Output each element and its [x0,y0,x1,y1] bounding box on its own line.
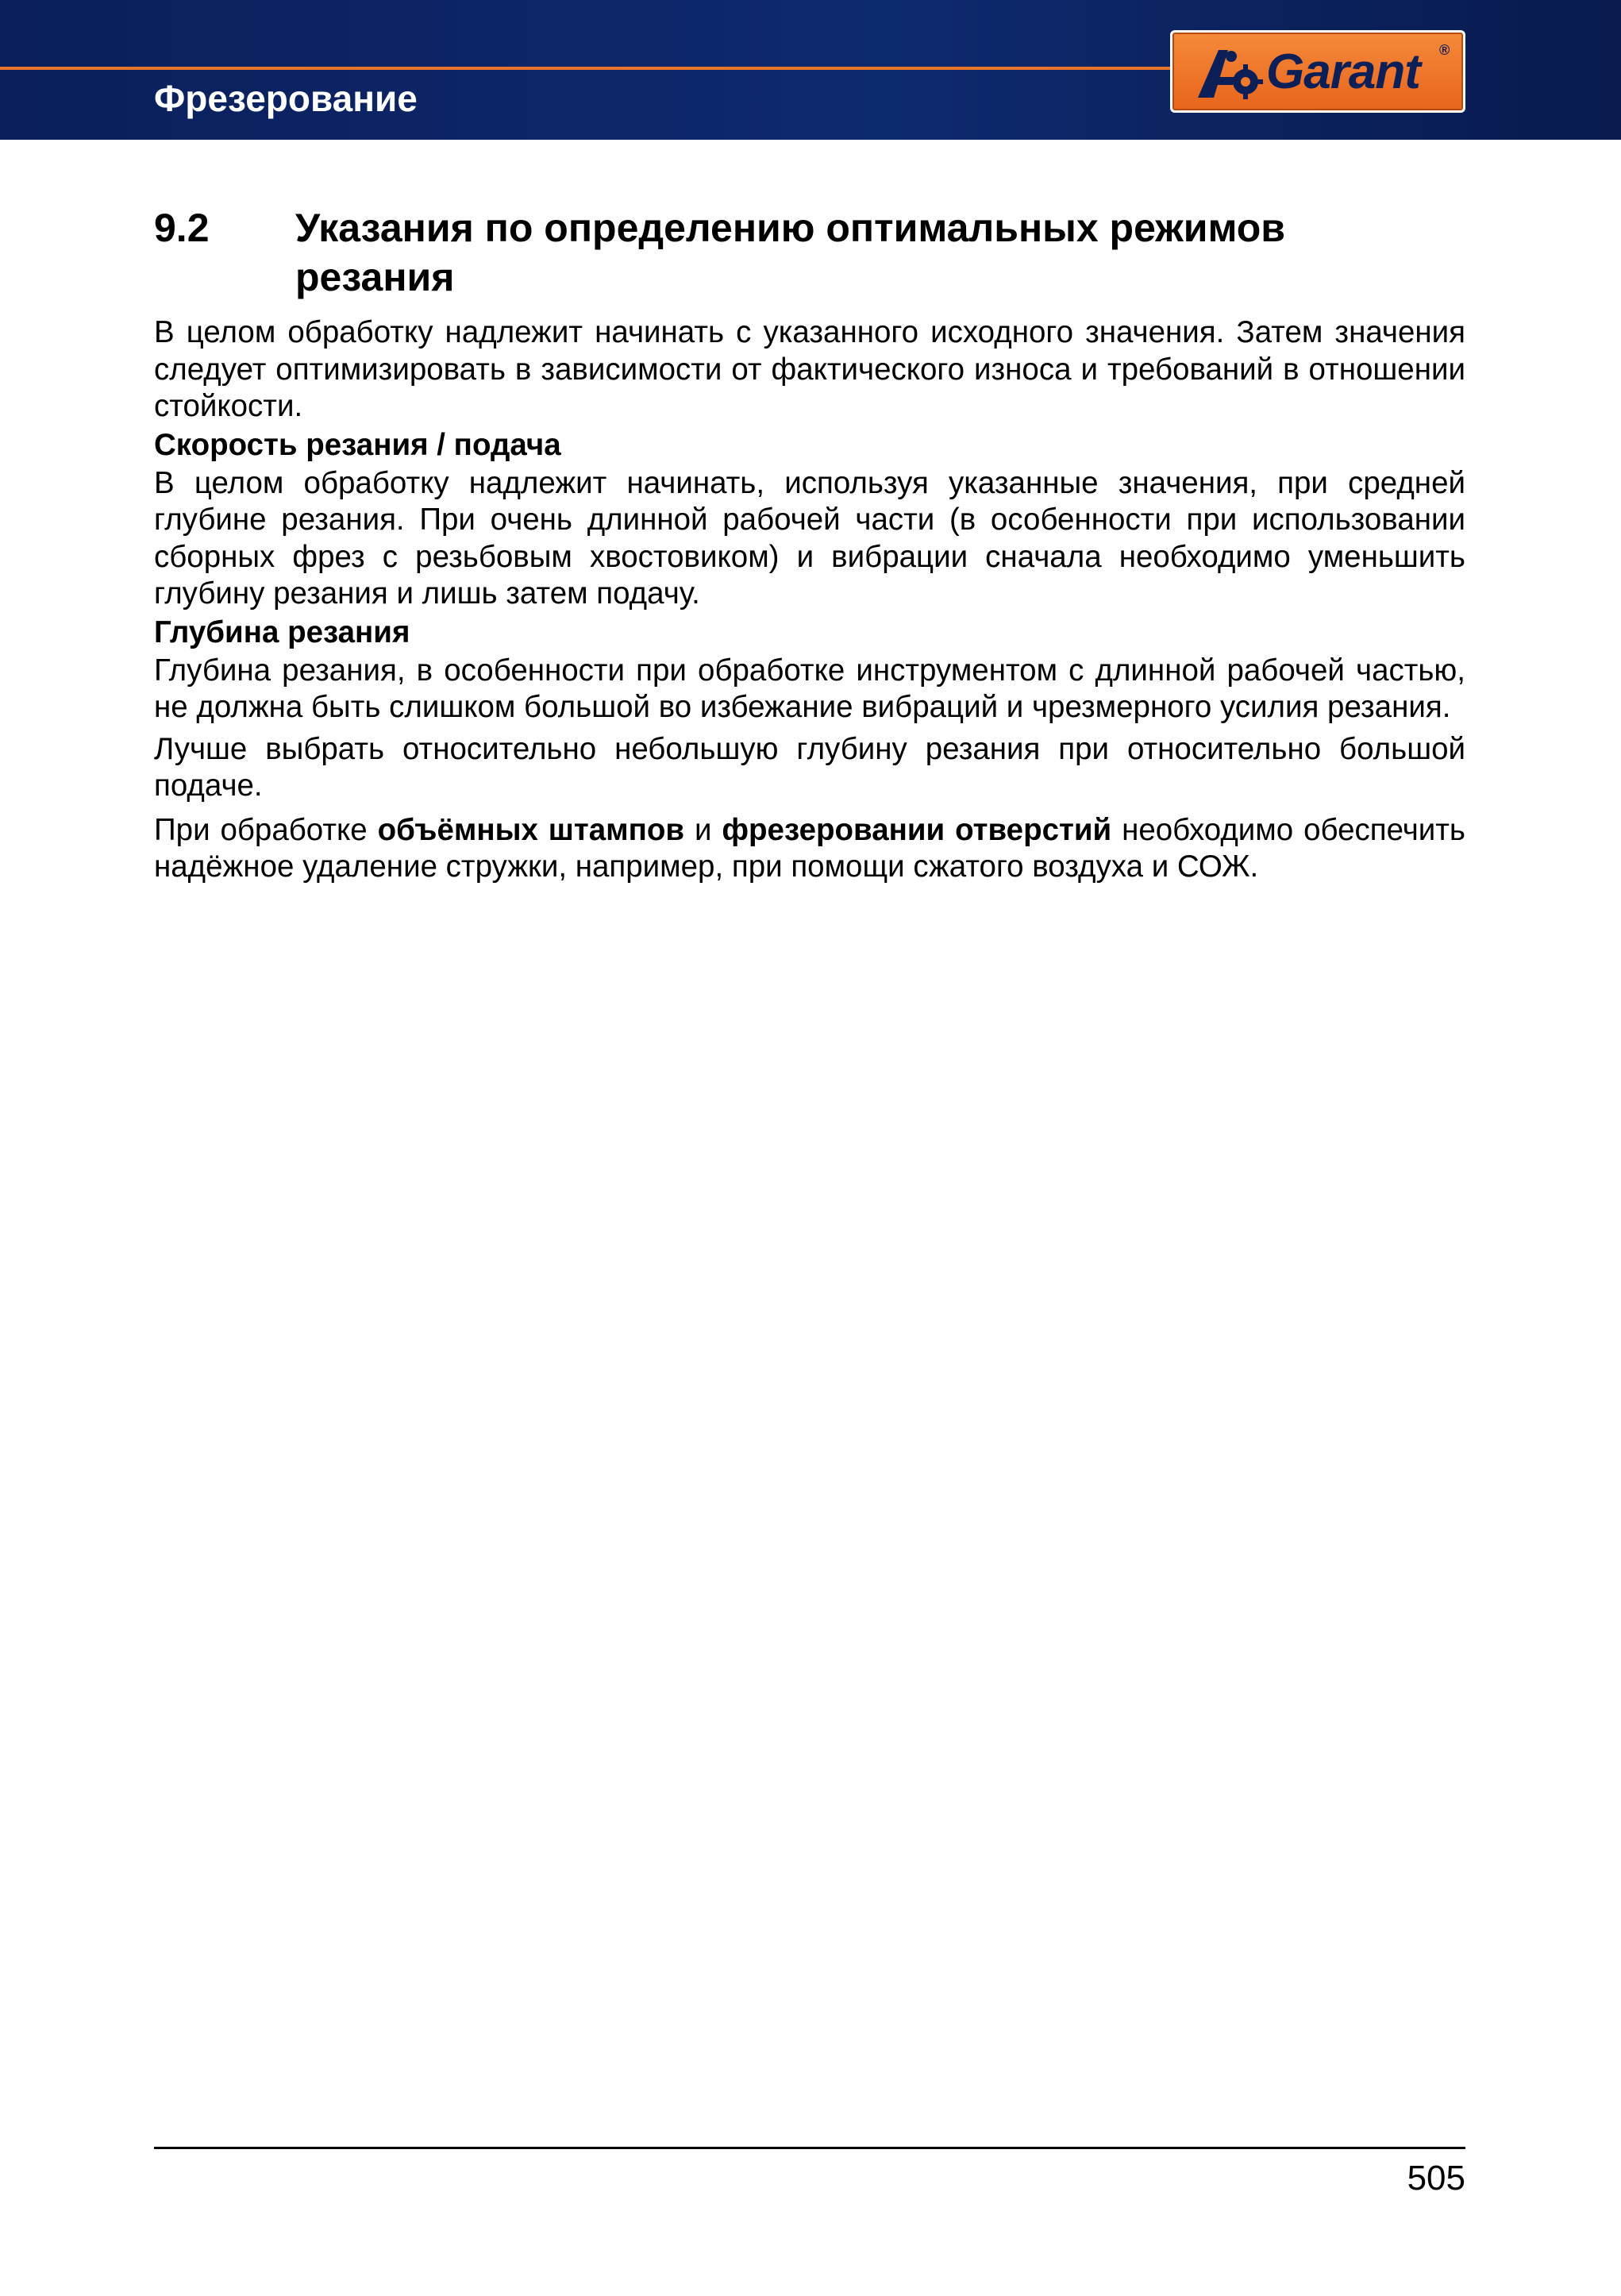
subheading-cutting-speed: Скорость резания / подача [154,427,561,462]
chip-bold-holes: фрезеровании отверстий [722,812,1112,847]
chip-bold-dies: объёмных штампов [377,812,685,847]
garant-logo-text: Garant [1266,44,1420,99]
cutting-depth-paragraph: Глубина резания, в особенности при обработке инструментом с длинной рабочей частью, не должна быть слишком большой во избежание вибраций и чрезмерного усилия резания. [154,653,1465,724]
chip-text-part3: необходимо обеспечить надёжное удаление стружки, например, при помощи сжатого воздуха и СОЖ. [154,812,1465,884]
garant-logo-mark-icon [1195,45,1265,101]
cutting-speed-paragraph: В целом обработку надлежит начинать, используя указанные значения, при средней глубине резания. При очень длинной рабочей части (в особенности при использовании сборных фрез с резьбовым хвостовиком) и вибрации сначала необходимо уменьшить глубину резания и лишь затем подачу. [154,465,1465,611]
intro-paragraph: В целом обработку надлежит начинать с указанного исходного значения. Затем значения следует оптимизировать в зависимости от фактического износа и требований в отношении стойкости. [154,315,1465,423]
garant-logo [1170,30,1465,113]
registered-mark: ® [1439,42,1450,58]
page-number: 505 [1407,2159,1465,2198]
chip-removal-paragraph [154,812,1465,886]
recommendation-paragraph: Лучше выбрать относительно небольшую глубину резания при относительно большой подаче. [154,731,1465,803]
section-number: 9.2 [154,206,210,250]
section-title: Указания по определению оптимальных режимов резания [295,206,1286,299]
chip-text-part1: При обработке [154,812,378,847]
section-label: Фрезерование [154,78,418,119]
footer-rule [154,2147,1465,2149]
header-accent-line [0,67,1175,70]
subheading-cutting-depth: Глубина резания [154,614,410,649]
header-band [0,0,1621,140]
page-content [154,314,1465,886]
chip-text-part2: и [684,812,722,847]
